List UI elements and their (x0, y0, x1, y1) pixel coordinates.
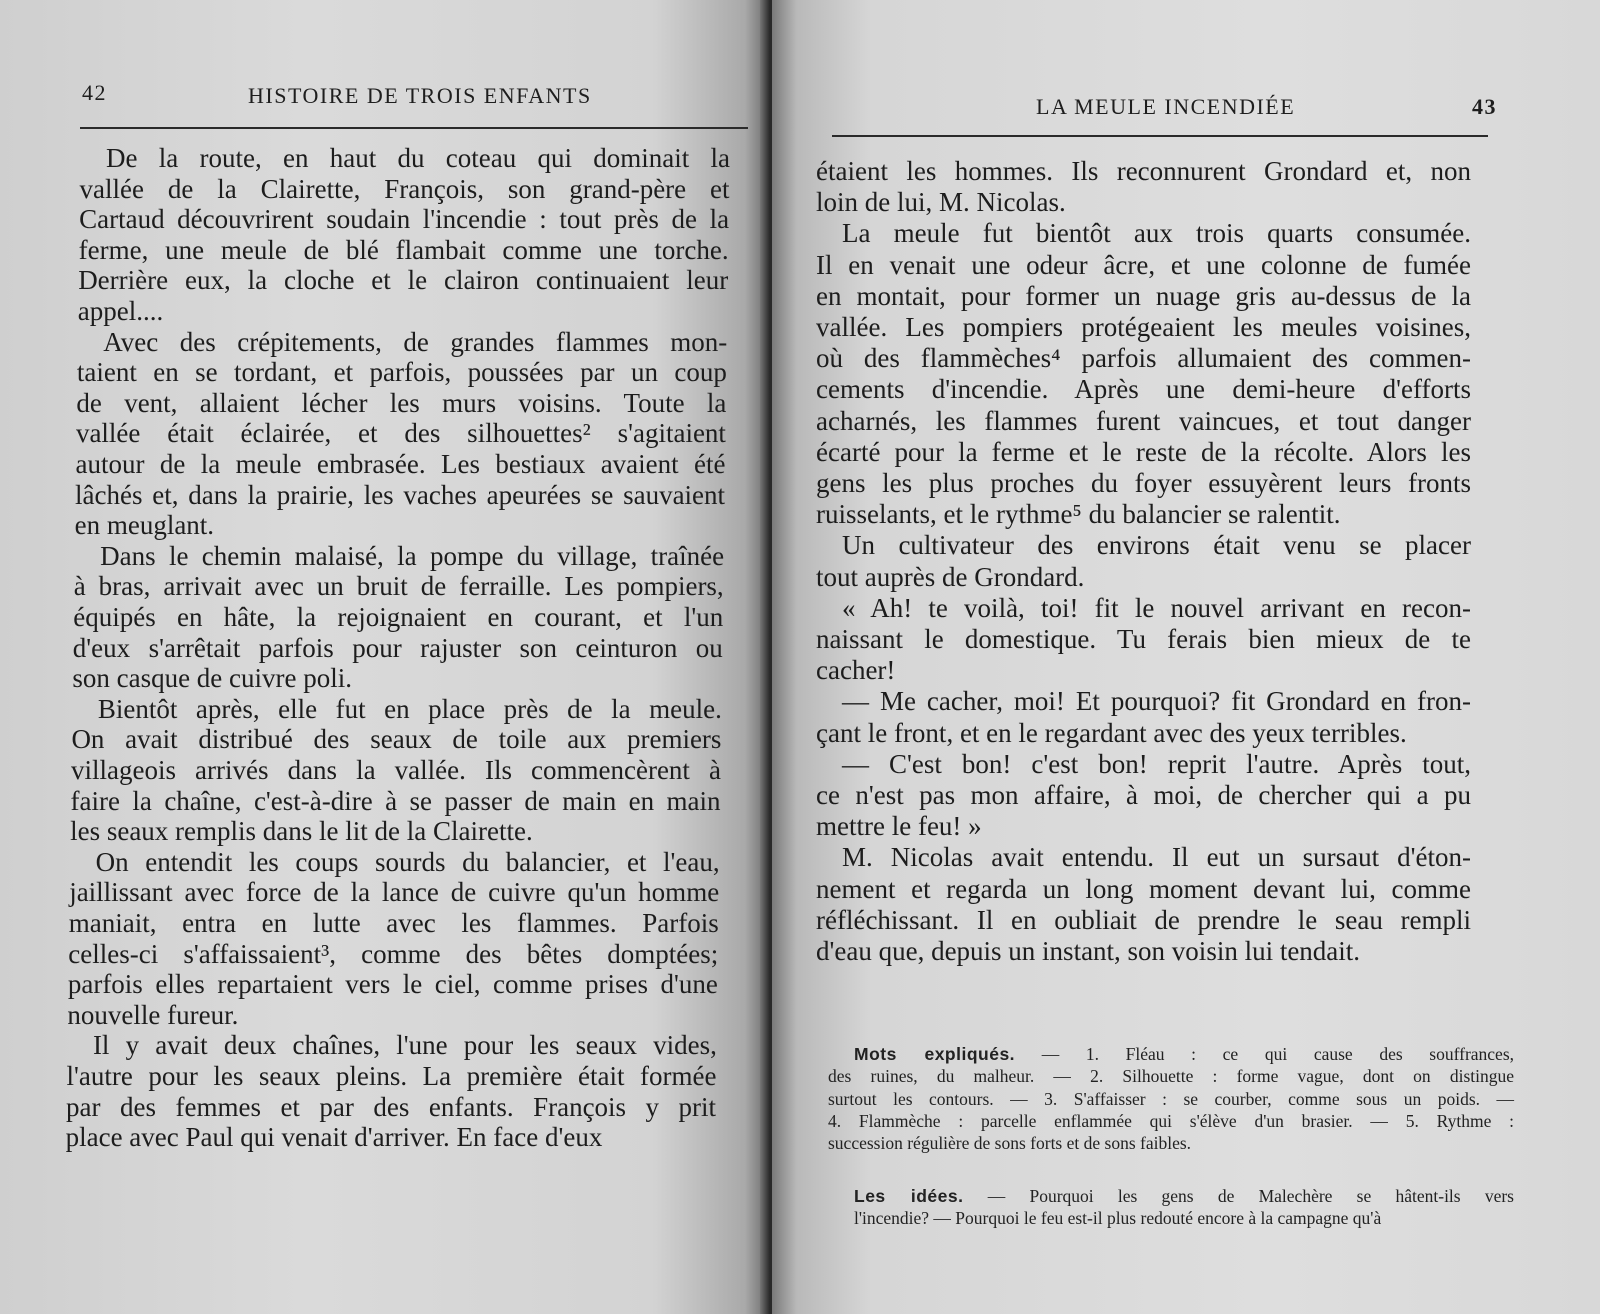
text-line: « Ah! te voilà, toi! fit le nouvel arrivant en recon- (842, 592, 1471, 623)
text-line: — Me cacher, moi! Et pourquoi? fit Grondard en fron- (842, 686, 1471, 717)
header-rule-left (80, 127, 748, 129)
right-page (772, 0, 1600, 1314)
mots-expliques-title: Mots expliqués. (854, 1044, 1016, 1064)
text-line: De la route, en haut du coteau qui dominait la (106, 143, 730, 173)
text-line: faire la chaîne, c'est-à-dire à se passer de main en main (70, 785, 721, 816)
text-line: maniait, entra en lutte avec les flammes. Parfois (68, 908, 719, 938)
text-line: — C'est bon! c'est bon! reprit l'autre. Après tout, (842, 748, 1471, 779)
text-line: écarté pour la ferme et le reste de la récolte. Alors les (816, 436, 1471, 467)
text-line: ruisselants, et le rythme⁵ du balancier se ralentit. (816, 499, 1341, 530)
text-line: ferme, une meule de blé flambait comme une torche. (78, 234, 729, 265)
text-line: cacher! (816, 655, 896, 686)
text-line: taient en se tordant, et parfois, poussées par un coup (76, 357, 727, 388)
text-line: vallée de la Clairette, François, son grand-père et (79, 173, 730, 204)
text-line: M. Nicolas avait entendu. Il eut un sursaut d'éton- (842, 842, 1471, 873)
text-line: Il en venait une odeur âcre, et une colonne de fumée (816, 249, 1471, 280)
text-line: Il y avait deux chaînes, l'une pour les seaux vides, (92, 1030, 717, 1061)
text-line: parfois elles repartaient vers le ciel, comme prises d'une (67, 969, 718, 1000)
text-line: Avec des crépitements, de grandes flammes mon- (103, 326, 728, 357)
text-line: Un cultivateur des environs était venu se placer (842, 530, 1471, 561)
text-line: d'eau que, depuis un instant, son voisin lui tendait. (816, 936, 1361, 966)
text-line: appel.... (77, 296, 164, 326)
text-line: où des flammèches⁴ parfois allumaient des commen- (816, 343, 1471, 374)
left-page (0, 0, 768, 1314)
text-line: étaient les hommes. Ils reconnurent Grondard et, non (816, 156, 1471, 186)
text-line: place avec Paul qui venait d'arriver. En face d'eux (65, 1122, 603, 1153)
text-line: Cartaud découvrirent soudain l'incendie : tout près de la (79, 204, 730, 235)
text-line: tout auprès de Grondard. (816, 561, 1085, 592)
text-line: gens les plus proches du foyer essuyèrent leurs fronts (816, 468, 1471, 498)
text-line: On entendit les coups sourds du balancier, et l'eau, (95, 846, 720, 877)
text-line: son casque de cuivre poli. (72, 663, 353, 694)
running-head-left: HISTOIRE DE TROIS ENFANTS (248, 83, 592, 108)
text-line: vallée. Les pompiers protégeaient les meules voisines, (816, 312, 1471, 342)
text-line: naissant le domestique. Tu ferais bien mieux de te (816, 624, 1471, 654)
text-line: Derrière eux, la cloche et le clairon continuaient leur (78, 265, 729, 296)
footnote-line: des ruines, du malheur. — 2. Silhouette : forme vague, dont on distingue (828, 1066, 1514, 1087)
text-line: acharnés, les flammes furent vaincues, et tout danger (816, 405, 1471, 436)
footnote-line: 4. Flammèche : parcelle enflammée qui s'élève d'un brasier. — 5. Rythme : (828, 1110, 1514, 1131)
header-rule-right (832, 135, 1488, 137)
text-line: d'eux s'arrêtait parfois pour rajuster son ceinturon ou (72, 632, 723, 663)
footnote-idees-line-2: l'incendie? — Pourquoi le feu est-il plus redouté encore à la campagne qu'à (854, 1208, 1382, 1228)
text-line: vallée était éclairée, et des silhouettes² s'agitaient (75, 418, 726, 449)
text-line: cements d'incendie. Après une demi-heure d'efforts (816, 374, 1471, 405)
text-line: en montait, pour former un nuage gris au-dessus de la (816, 280, 1471, 311)
running-head-right: LA MEULE INCENDIÉE (1036, 94, 1296, 119)
page-number-right: 43 (1472, 94, 1497, 119)
footnote-idees-line: Les idées. — Pourquoi les gens de Malechère se hâtent-ils vers (854, 1186, 1514, 1206)
text-line: de vent, allaient lécher les murs voisins. Toute la (76, 387, 727, 418)
footnote-line: succession régulière de sons forts et de sons faibles. (828, 1133, 1192, 1154)
text-line: mettre le feu! » (816, 811, 982, 842)
text-line: villageois arrivés dans la vallée. Ils commencèrent à (71, 755, 721, 785)
text-line: Bientôt après, elle fut en place près de la meule. (97, 693, 722, 724)
text-line: équipés en hâte, la rejoignaient en courant, et l'un (73, 602, 724, 632)
text-line: l'autre pour les seaux pleins. La première était formée (66, 1061, 717, 1091)
text-line: autour de la meule embrasée. Les bestiaux avaient été (75, 449, 726, 479)
text-line: les seaux remplis dans le lit de la Clairette. (70, 816, 533, 847)
text-line: à bras, arrivait avec un bruit de ferraille. Les pompiers, (73, 571, 724, 602)
text-line: en meuglant. (74, 510, 215, 541)
text-line: réfléchissant. Il en oubliait de prendre le seau rempli (816, 904, 1471, 935)
les-idees-title: Les idées. (854, 1186, 964, 1206)
footnote-line: surtout les contours. — 3. S'affaisser : se courber, comme sous un poids. — (828, 1088, 1514, 1109)
text-line: jaillissant avec force de la lance de cuivre qu'un homme (69, 877, 720, 908)
text-line: loin de lui, M. Nicolas. (816, 187, 1066, 218)
text-line: nement et regarda un long moment devant lui, comme (816, 873, 1471, 904)
text-line: La meule fut bientôt aux trois quarts consumée. (842, 218, 1471, 249)
text-line: Dans le chemin malaisé, la pompe du village, traînée (100, 540, 725, 571)
text-line: On avait distribué des seaux de toile aux premiers (71, 724, 722, 755)
text-line: par des femmes et par des enfants. François y prit (66, 1091, 717, 1122)
text-line: lâchés et, dans la prairie, les vaches apeurées se sauvaient (75, 479, 726, 510)
text-line: çant le front, et en le regardant avec des yeux terribles. (816, 717, 1407, 748)
page-number-left: 42 (82, 80, 107, 105)
text-line: ce n'est pas mon affaire, à moi, de chercher qui a pu (816, 780, 1471, 810)
text-line: celles-ci s'affaissaient³, comme des bêtes domptées; (68, 938, 719, 969)
footnote-mots-line: Mots expliqués. — 1. Fléau : ce qui cause des souffrances, (854, 1044, 1515, 1064)
text-line: nouvelle fureur. (67, 999, 239, 1030)
